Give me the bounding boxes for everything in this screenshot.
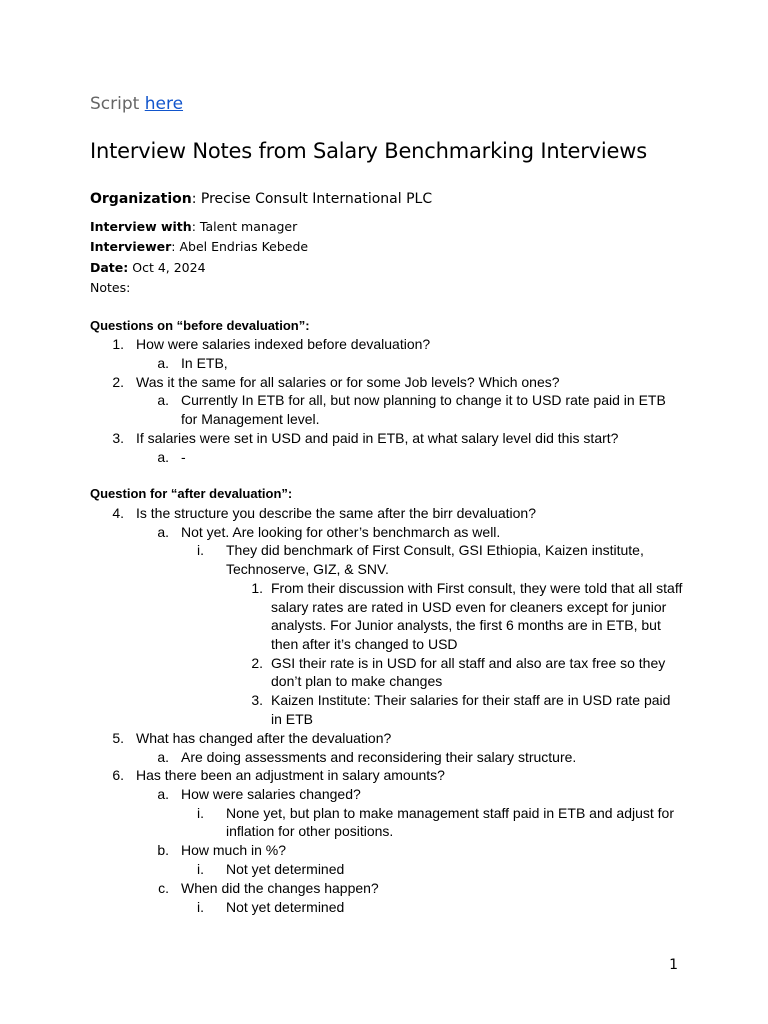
- date-label: Date:: [90, 260, 129, 275]
- list-item-continued: Technoserve, GIZ, & SNV.: [226, 561, 389, 577]
- script-link[interactable]: here: [144, 94, 184, 114]
- section-heading-before: Questions on “before devaluation”:: [90, 318, 310, 333]
- interview-with-line: [90, 219, 297, 234]
- list-item-continued: salary rates are rated in USD even for cleaners except for junior: [271, 599, 667, 615]
- interview-with-value: : Talent manager: [191, 219, 298, 234]
- list-item: What has changed after the devaluation?: [136, 730, 392, 746]
- list-item-continued: in ETB: [271, 711, 314, 727]
- list-marker: a.: [157, 392, 169, 408]
- list-item-continued: then after it’s changed to USD: [271, 636, 458, 652]
- list-item: Not yet. Are looking for other’s benchmarch as well.: [181, 524, 501, 540]
- list-item-continued: for Management level.: [181, 411, 320, 427]
- notes-label: Notes:: [90, 280, 131, 295]
- script-line: [90, 94, 183, 114]
- list-marker: i.: [197, 805, 204, 821]
- list-marker: i.: [197, 861, 204, 877]
- list-marker: i.: [197, 899, 204, 915]
- list-marker: 4.: [112, 505, 124, 521]
- list-marker: 3.: [112, 430, 124, 446]
- list-item: None yet, but plan to make management staff paid in ETB and adjust for: [226, 805, 675, 821]
- interviewer-value: : Abel Endrias Kebede: [171, 239, 309, 254]
- list-item: GSI their rate is in USD for all staff and also are tax free so they: [271, 655, 666, 671]
- list-item: Currently In ETB for all, but now planning to change it to USD rate paid in ETB: [181, 392, 666, 408]
- list-item: If salaries were set in USD and paid in ETB, at what salary level did this start?: [136, 430, 619, 446]
- list-marker: a.: [157, 355, 169, 371]
- list-item: Has there been an adjustment in salary amounts?: [136, 767, 445, 783]
- list-item: How much in %?: [181, 842, 287, 858]
- list-marker: a.: [157, 786, 169, 802]
- list-item: How were salaries indexed before devaluation?: [136, 336, 431, 352]
- list-marker: b.: [157, 842, 169, 858]
- list-item-continued: analysts. For Junior analysts, the first 6 months are in ETB, but: [271, 617, 661, 633]
- list-item: How were salaries changed?: [181, 786, 361, 802]
- list-item: Not yet determined: [226, 899, 345, 915]
- list-item: From their discussion with First consult, they were told that all staff: [271, 580, 683, 596]
- list-marker: c.: [158, 880, 169, 896]
- date-value: Oct 4, 2024: [128, 260, 206, 275]
- interviewer-line: [90, 239, 308, 254]
- list-marker: 3.: [251, 692, 263, 708]
- list-marker: a.: [157, 749, 169, 765]
- list-item: Not yet determined: [226, 861, 345, 877]
- list-marker: a.: [157, 524, 169, 540]
- list-item-continued: don’t plan to make changes: [271, 673, 443, 689]
- list-marker: a.: [157, 449, 169, 465]
- list-item-continued: inflation for other positions.: [226, 823, 394, 839]
- script-prefix: Script: [90, 94, 145, 114]
- list-marker: i.: [197, 542, 204, 558]
- list-item: Are doing assessments and reconsidering their salary structure.: [181, 749, 577, 765]
- section-heading-after: Question for “after devaluation”:: [90, 486, 293, 501]
- list-item: Was it the same for all salaries or for some Job levels? Which ones?: [136, 374, 560, 390]
- list-marker: 1.: [251, 580, 263, 596]
- list-marker: 5.: [112, 730, 124, 746]
- list-item: Is the structure you describe the same after the birr devaluation?: [136, 505, 536, 521]
- organization-line: [90, 191, 432, 207]
- interview-with-label: Interview with: [90, 219, 192, 234]
- list-item: -: [181, 449, 186, 465]
- list-marker: 1.: [112, 336, 124, 352]
- organization-value: : Precise Consult International PLC: [191, 191, 433, 207]
- list-marker: 2.: [251, 655, 263, 671]
- date-line: [90, 260, 206, 275]
- list-item: Kaizen Institute: Their salaries for their staff are in USD rate paid: [271, 692, 671, 708]
- page-number: 1: [669, 957, 678, 973]
- interviewer-label: Interviewer: [90, 239, 172, 254]
- list-item: They did benchmark of First Consult, GSI Ethiopia, Kaizen institute,: [226, 542, 644, 558]
- list-marker: 2.: [112, 374, 124, 390]
- list-item: In ETB,: [181, 355, 228, 371]
- list-item: When did the changes happen?: [181, 880, 379, 896]
- organization-label: Organization: [90, 191, 192, 207]
- page-title: Interview Notes from Salary Benchmarking Interviews: [90, 139, 647, 163]
- list-marker: 6.: [112, 767, 124, 783]
